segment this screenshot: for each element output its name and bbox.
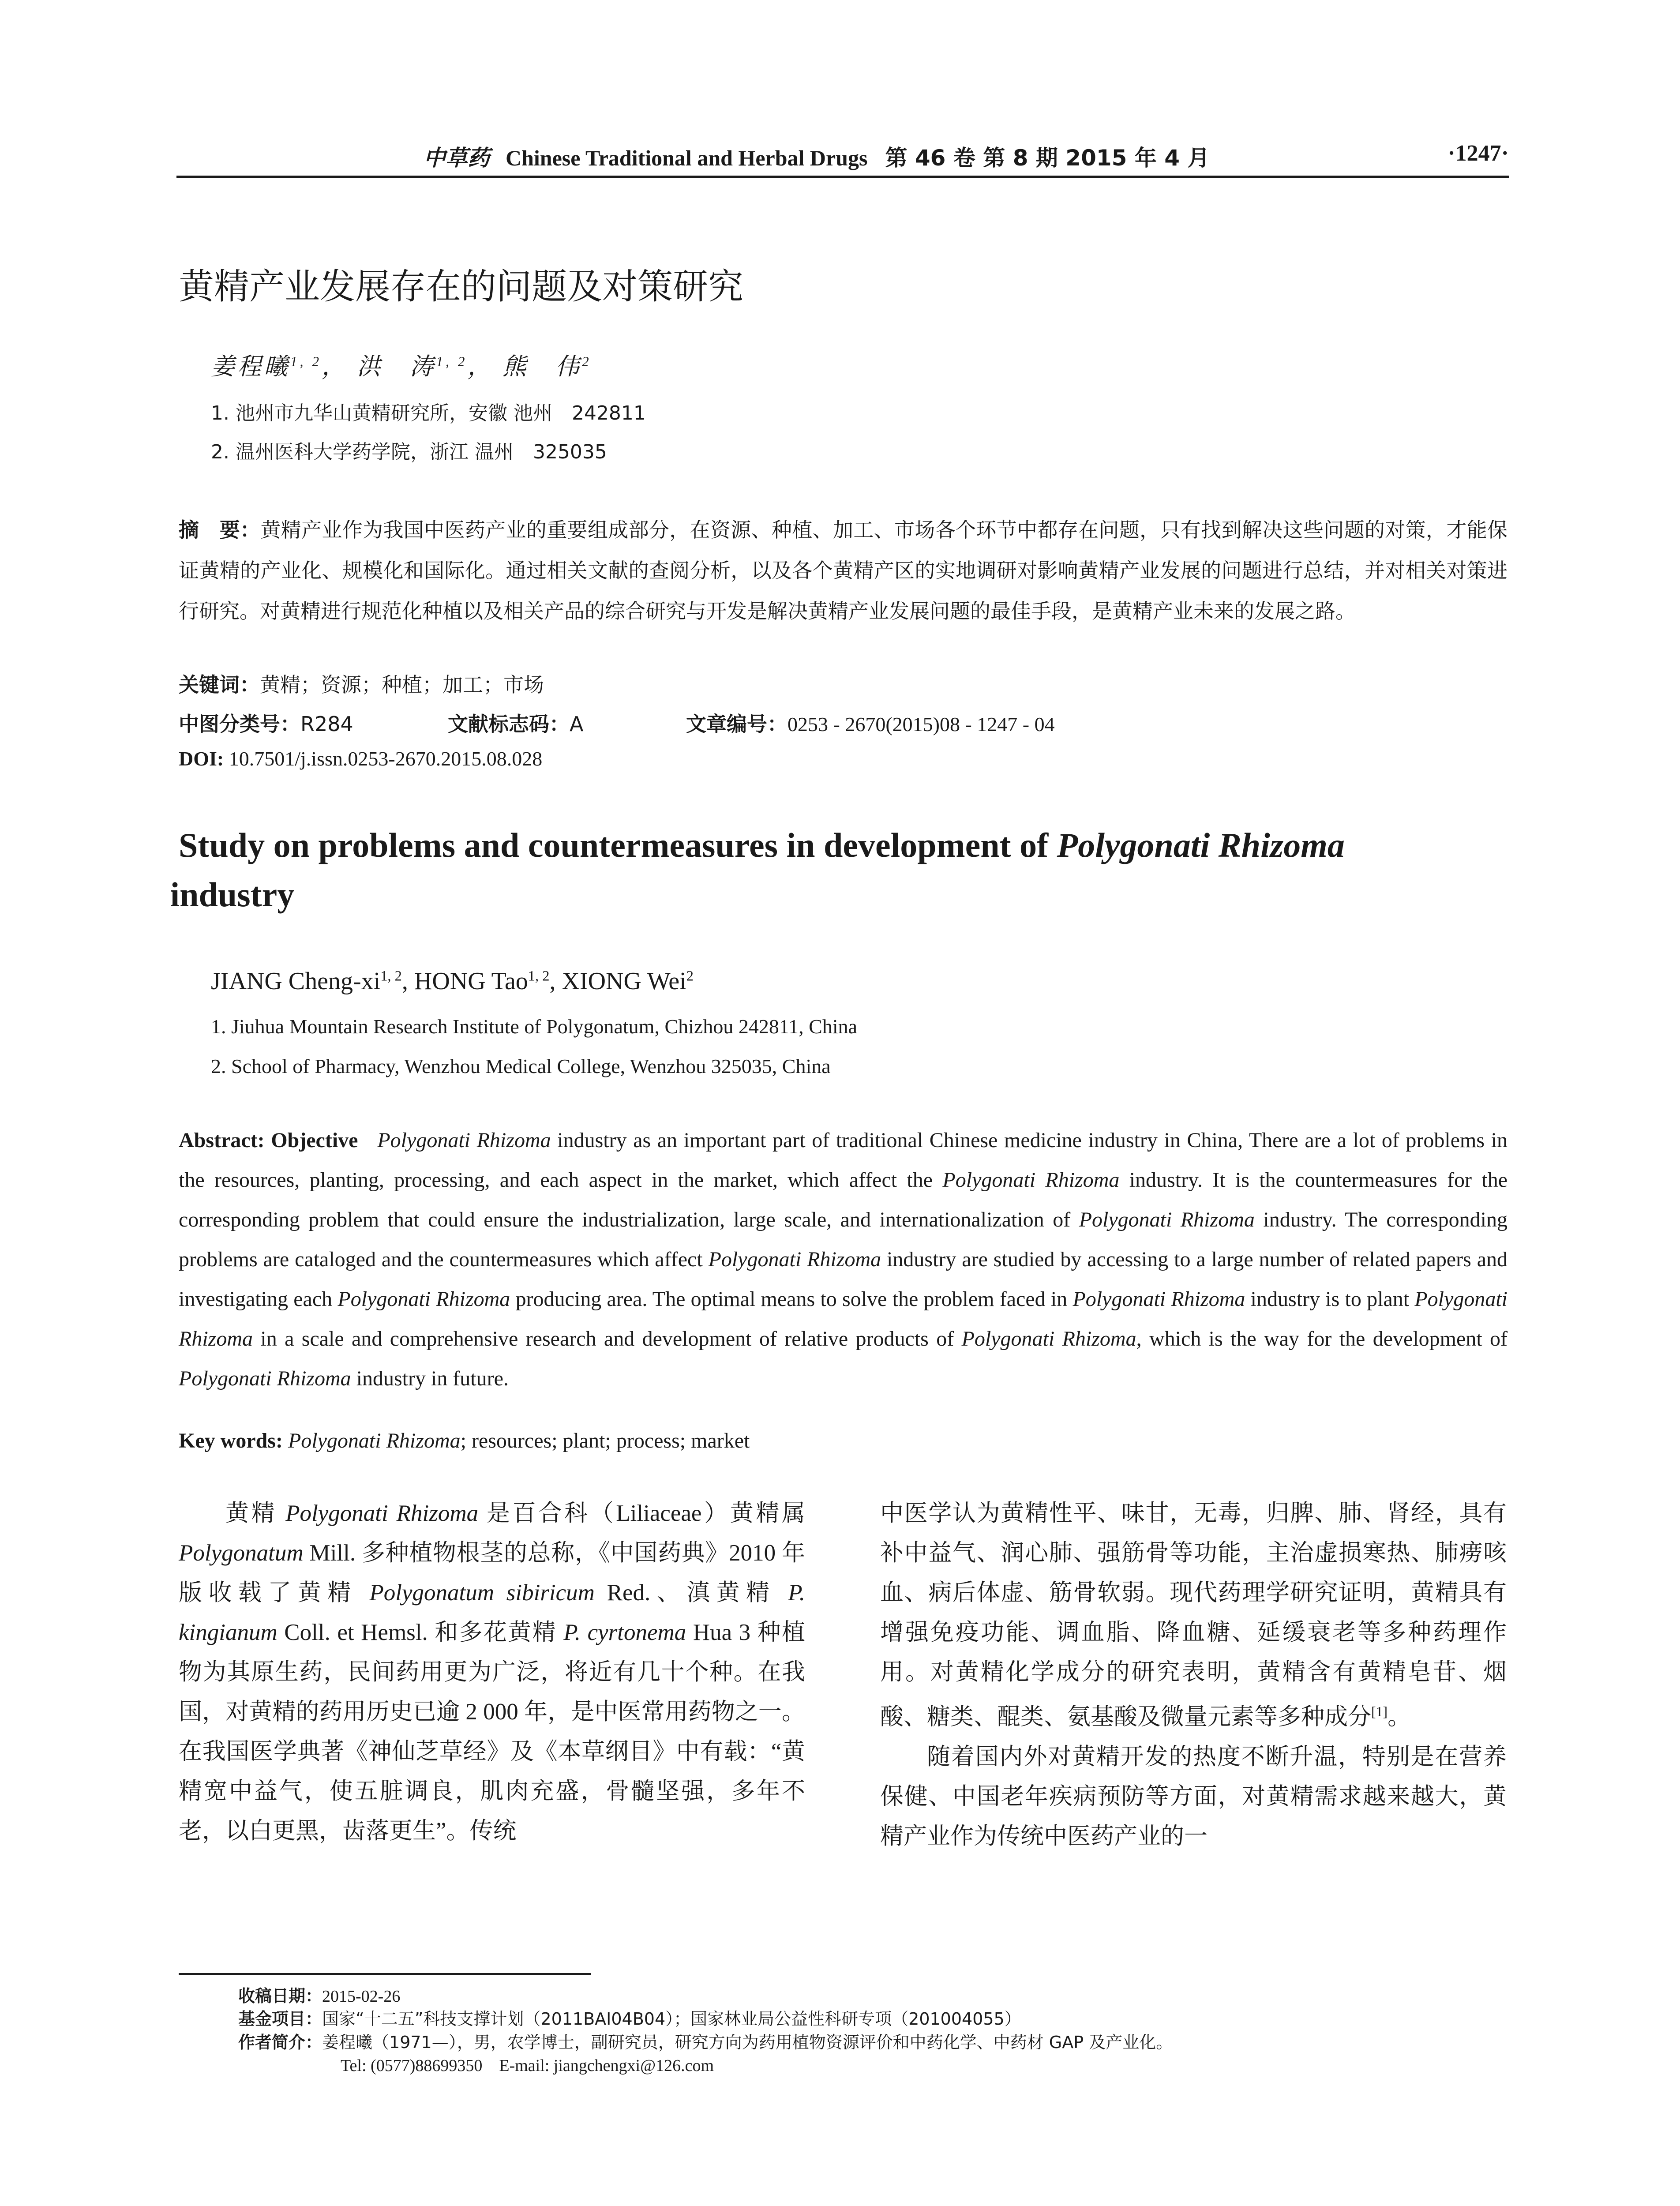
journal-name-cn: 中草药 xyxy=(424,145,490,171)
species-name: Polygonati Rhizoma xyxy=(338,1287,510,1311)
abstract-en-text: industry are studied by accessing to a large number of related papers and investigating each xyxy=(179,1248,1508,1311)
title-cn: 黄精产业发展存在的问题及对策研究 xyxy=(179,266,743,307)
author-cn-3: 熊 伟 xyxy=(502,353,582,380)
species-name: Polygonati Rhizoma xyxy=(179,1367,351,1390)
species-name: Polygonati Rhizoma xyxy=(285,1501,479,1526)
affiliation-en-1: 1. Jiuhua Mountain Research Institute of Polygonatum, Chizhou 242811, China xyxy=(211,1015,858,1038)
title-en xyxy=(170,821,1524,919)
issue-info: 第 46 卷 第 8 期 2015 年 4 月 xyxy=(885,145,1210,171)
doc-code-field xyxy=(448,708,686,737)
footnote-rule xyxy=(179,1973,591,1975)
body-paragraph xyxy=(880,1493,1507,1737)
body-text: 随着国内外对黄精开发的热度不断升温，特别是在营养保健、中国老年疾病预防等方面，对黄精需求越来越大，黄精产业作为传统中医药产业的一 xyxy=(880,1744,1507,1849)
keywords-en-text: ; resources; plant; process; market xyxy=(460,1429,750,1452)
abstract-en-text: producing area. The optimal means to solve the problem faced in xyxy=(510,1287,1073,1311)
abstract-cn-text: 黄精产业作为我国中医药产业的重要组成部分，在资源、种植、加工、市场各个环节中都存在问题，只有找到解决这些问题的对策，才能保证黄精的产业化、规模化和国际化。通过相关文献的查阅分析，以及各个黄精产区的实地调研对影响黄精产业发展的问题进行总结，并对相关对策进行研究。对黄精进行规范化种植以及相关产品的综合研究与开发是解决黄精产业发展问题的最佳手段，是黄精产业未来的发展之路。 xyxy=(179,518,1508,623)
doc-code-value: A xyxy=(570,712,584,736)
species-name: Polygonati Rhizoma xyxy=(179,1287,1508,1351)
abstract-en-text: industry in future. xyxy=(351,1367,509,1390)
abstract-en-text: industry. It is the countermeasures for the corresponding problem that could ensure the industrialization, large scale, and internationalization of xyxy=(179,1168,1508,1231)
species-name: Polygonati Rhizoma xyxy=(1072,1287,1245,1311)
article-no-field xyxy=(686,708,1055,737)
author-cn-1-sup: 1, 2 xyxy=(290,354,322,369)
body-text: Hua 3 种植物为其原生药，民间药用更为广泛，将近有几十个种。在我国，对黄精的药用历史已逾 2 000 年，是中医常用药物之一。在我国医学典著《神仙芝草经》及《本草纲目》中有载：“黄精宽中益气，使五脏调良，肌肉充盛，骨髓坚强，多年不老，以白更黑，齿落更生”。传统 xyxy=(179,1620,805,1844)
clc-field xyxy=(179,708,448,737)
abstract-en-text: industry is to plant xyxy=(1245,1287,1415,1311)
journal-info xyxy=(424,140,1209,172)
author-en-3: XIONG Wei xyxy=(562,968,686,995)
body-text: Red.、滇黄精 xyxy=(594,1580,788,1606)
species-name: Polygonati Rhizoma xyxy=(377,1129,551,1152)
body-column-left xyxy=(179,1493,805,1851)
affiliation-cn-1: 1. 池州市九华山黄精研究所，安徽 池州 242811 xyxy=(211,402,646,424)
authors-en: JIANG Cheng-xi$^{1, 2}$, HONG Tao$^{1, 2}$, XIONG Wei$^2$ xyxy=(211,968,694,995)
footnote-text: 2015-02-26 xyxy=(322,1987,401,2006)
keywords-cn-label: 关键词： xyxy=(179,673,260,697)
keywords-cn-text: 黄精；资源；种植；加工；市场 xyxy=(260,673,544,697)
abstract-en-text: industry as an important part of traditional Chinese medicine industry in China, There are a lot of problems in the resources, planting, processing, and each aspect in the market, which affect the xyxy=(179,1129,1508,1192)
species-name: Polygonati Rhizoma xyxy=(961,1327,1136,1351)
species-name: P. kingianum xyxy=(179,1580,805,1645)
abstract-en xyxy=(179,1121,1508,1399)
abstract-cn xyxy=(179,510,1508,631)
footnote-fund xyxy=(238,2005,1021,2030)
affiliation-cn-2: 2. 温州医科大学药学院，浙江 温州 325035 xyxy=(211,441,607,463)
citation-link[interactable]: [1] xyxy=(1371,1704,1388,1719)
body-paragraph xyxy=(880,1737,1507,1856)
species-name: Polygonati Rhizoma xyxy=(288,1429,461,1452)
footnote-received xyxy=(238,1982,400,2007)
body-paragraph xyxy=(179,1493,805,1851)
footnote-author xyxy=(238,2029,1173,2053)
body-text: 。 xyxy=(1388,1704,1411,1730)
clc-label: 中图分类号： xyxy=(179,712,300,736)
authors-cn: 姜程曦$^{1, 2}$， 洪 涛$^{1, 2}$， 熊 伟$^2$ xyxy=(211,353,592,380)
author-en-1: JIANG Cheng-xi xyxy=(211,968,381,995)
footnote-label: 基金项目： xyxy=(238,2009,322,2029)
footnote-label: 作者简介： xyxy=(238,2033,322,2052)
author-en-2: HONG Tao xyxy=(414,968,528,995)
author-cn-3-sup: 2 xyxy=(581,354,592,369)
author-en-2-sup: 1, 2 xyxy=(528,968,550,984)
author-en-1-sup: 1, 2 xyxy=(380,968,402,984)
abstract-en-text: , which is the way for the development of xyxy=(1136,1327,1508,1351)
species-name: Polygonati Rhizoma xyxy=(942,1168,1120,1192)
author-en-3-sup: 2 xyxy=(686,968,694,984)
body-text: Mill. 多种植物根茎的总称，《中国药典》2010 年版收载了黄精 xyxy=(179,1540,805,1606)
article-no-label: 文章编号： xyxy=(686,712,788,736)
body-text: 黄精 xyxy=(225,1501,286,1526)
keywords-en xyxy=(179,1429,750,1453)
body-text: 是百合科（Liliaceae）黄精属 xyxy=(478,1501,806,1526)
species-name: Polygonati Rhizoma xyxy=(708,1248,881,1271)
abstract-en-label: Abstract: Objective xyxy=(179,1129,358,1152)
body-text: Coll. et Hemsl. 和多花黄精 xyxy=(277,1620,564,1645)
doi-row xyxy=(179,747,542,770)
doc-code-label: 文献标志码： xyxy=(448,712,570,736)
affiliation-en-2: 2. School of Pharmacy, Wenzhou Medical College, Wenzhou 325035, China xyxy=(211,1055,831,1077)
author-cn-2-sup: 1, 2 xyxy=(436,354,468,369)
species-name: Polygonatum xyxy=(179,1540,304,1566)
body-column-right xyxy=(880,1493,1507,1856)
species-name: Polygonatum sibiricum xyxy=(369,1580,595,1606)
abstract-en-text: in a scale and comprehensive research and development of relative products of xyxy=(253,1327,962,1351)
species-name: P. cyrtonema xyxy=(563,1620,686,1645)
species-name: Polygonati Rhizoma xyxy=(1079,1208,1255,1231)
abstract-cn-label: 摘 要： xyxy=(179,518,261,542)
journal-name-en: Chinese Traditional and Herbal Drugs xyxy=(506,146,868,170)
article-no-value: 0253 - 2670(2015)08 - 1247 - 04 xyxy=(788,713,1055,735)
keywords-en-label: Key words: xyxy=(179,1429,283,1452)
body-text: 中医学认为黄精性平、味甘，无毒，归脾、肺、肾经，具有补中益气、润心肺、强筋骨等功能，主治虚损寒热、肺痨咳血、病后体虚、筋骨软弱。现代药理学研究证明，黄精具有增强免疫功能、调血脂、降血糖、延缓衰老等多种药理作用。对黄精化学成分的研究表明，黄精含有黄精皂苷、烟酸、糖类、醌类、氨基酸及微量元素等多种成分 xyxy=(880,1501,1507,1730)
doi-label: DOI: xyxy=(179,747,224,770)
footnote-text: 姜程曦（1971—），男，农学博士，副研究员，研究方向为药用植物资源评价和中药化学、中药材 GAP 及产业化。 xyxy=(322,2033,1173,2052)
footnote-contact: Tel: (0577)88699350 E-mail: jiangchengxi@126.com xyxy=(341,2056,714,2075)
running-header xyxy=(176,140,1509,178)
title-en-italic: Polygonati Rhizoma xyxy=(1057,826,1345,864)
title-en-part1: Study on problems and countermeasures in development of xyxy=(179,826,1057,864)
clc-value: R284 xyxy=(300,712,353,736)
abstract-en-text: industry. The corresponding problems are cataloged and the countermeasures which affect xyxy=(179,1208,1508,1271)
page-number: ·1247· xyxy=(1448,141,1509,166)
doi-value: 10.7501/j.issn.0253-2670.2015.08.028 xyxy=(229,747,543,770)
title-en-part2: industry xyxy=(170,875,295,914)
footnote-text: 国家“十二五”科技支撑计划（2011BAI04B04）；国家林业局公益性科研专项（201004055） xyxy=(322,2009,1021,2029)
footnote-label: 收稿日期： xyxy=(238,1986,322,2006)
classification-row xyxy=(179,708,1508,737)
author-cn-1: 姜程曦 xyxy=(211,353,290,380)
author-cn-2: 洪 涛 xyxy=(356,353,436,380)
keywords-cn xyxy=(179,669,544,698)
